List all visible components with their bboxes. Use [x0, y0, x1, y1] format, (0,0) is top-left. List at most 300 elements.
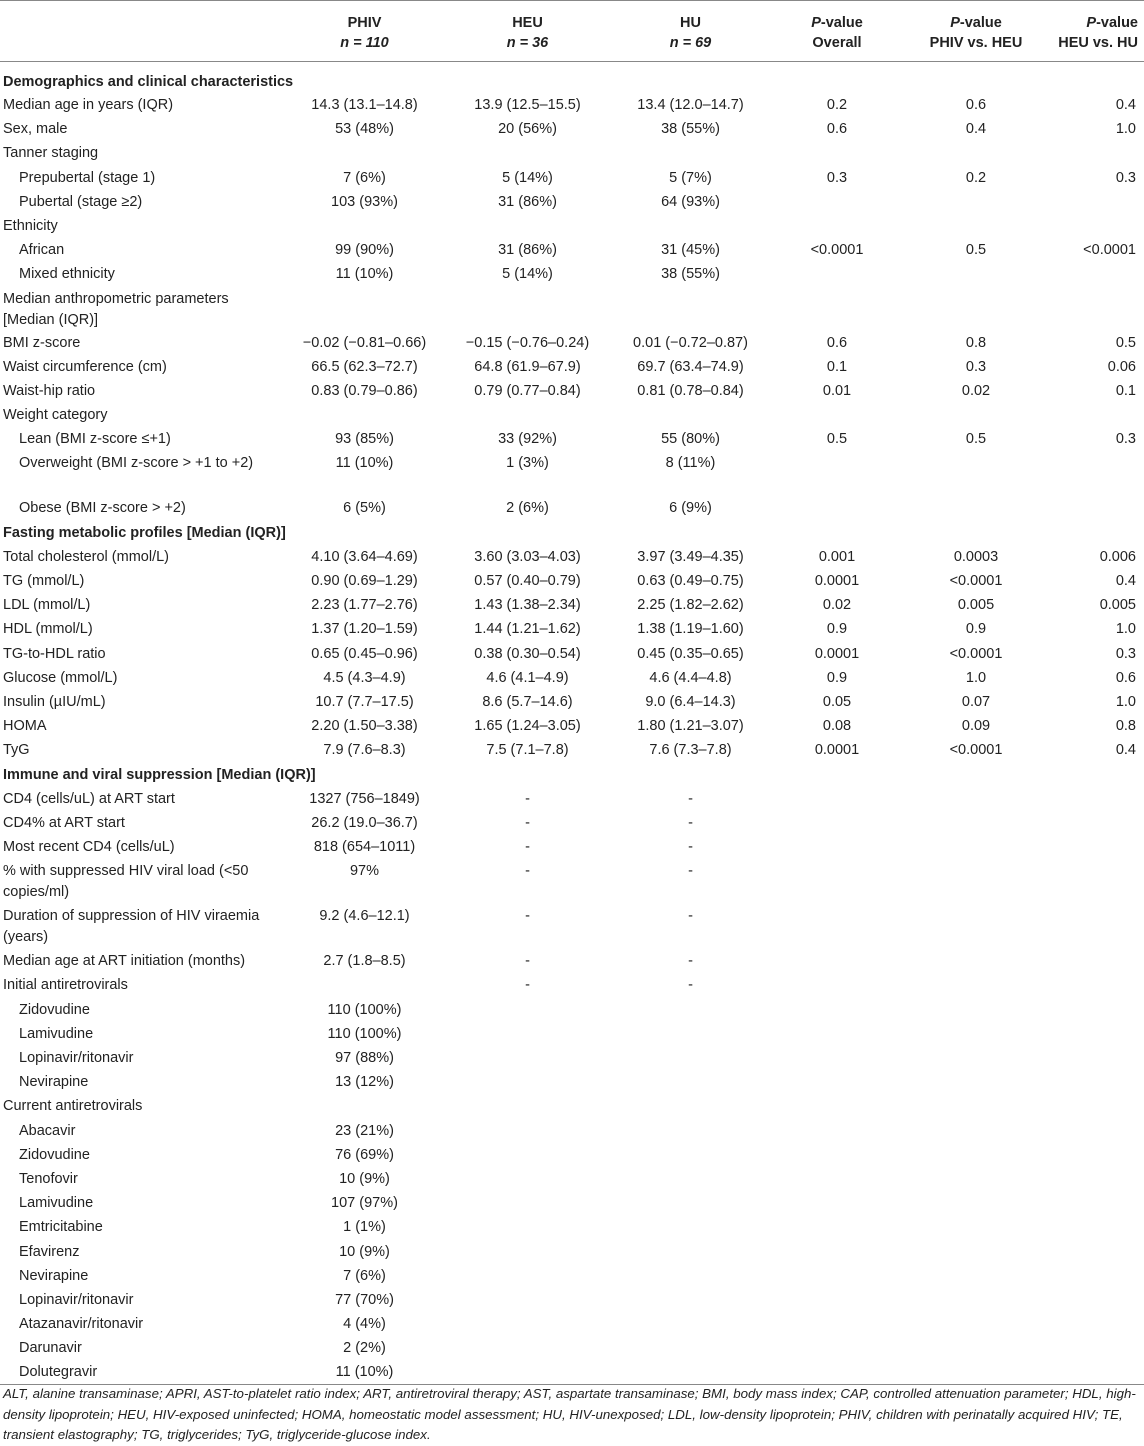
table-row — [0, 331, 1144, 355]
cell-phiv — [283, 973, 446, 997]
row-label: Median age at ART initiation (months) — [3, 953, 246, 970]
cell-hu — [609, 1022, 772, 1046]
cell-p-overall: 0.9 — [826, 669, 848, 686]
cell-p-phiv-vs-heu: 0.09 — [961, 718, 991, 735]
cell-hu: - — [688, 953, 693, 970]
table-row — [0, 190, 1144, 214]
cell-p-overall: 0.1 — [826, 358, 848, 375]
header-line2: HEU vs. HU — [1058, 35, 1138, 51]
cell-heu — [446, 1288, 609, 1312]
cell-p-phiv-vs-heu: 0.0003 — [953, 548, 999, 565]
cell-p-phiv-vs-heu — [902, 1312, 1050, 1336]
cell-p-overall — [772, 1312, 902, 1336]
cell-p-phiv-vs-heu: <0.0001 — [949, 573, 1003, 589]
table-row — [0, 569, 1144, 593]
cell-phiv — [283, 1094, 446, 1118]
cell-p-heu-vs-hu — [1050, 1022, 1144, 1046]
row-label: Ethnicity — [3, 217, 58, 234]
cell-hu: - — [688, 908, 693, 925]
cell-phiv: 110 (100%) — [327, 1025, 402, 1042]
cell-hu: 1.38 (1.19–1.60) — [637, 621, 744, 638]
row-label: LDL (mmol/L) — [3, 597, 91, 614]
cell-p-phiv-vs-heu: 0.9 — [965, 621, 987, 638]
row-label: Duration of suppression of HIV viraemia (years) — [3, 908, 260, 946]
cell-p-heu-vs-hu: 0.4 — [1115, 573, 1136, 589]
cell-heu: 3.60 (3.03–4.03) — [474, 548, 581, 565]
cell-p-overall — [772, 787, 902, 811]
row-label: Mixed ethnicity — [19, 266, 115, 283]
header-line1: -value — [820, 15, 863, 31]
cell-p-phiv-vs-heu — [902, 1264, 1050, 1288]
table-row — [0, 738, 1144, 762]
row-label: Nevirapine — [19, 1074, 89, 1091]
row-label: Obese (BMI z-score > +2) — [19, 500, 186, 517]
cell-phiv — [283, 141, 446, 165]
cell-p-phiv-vs-heu — [902, 998, 1050, 1022]
cell-p-overall — [772, 949, 902, 973]
cell-p-heu-vs-hu — [1050, 496, 1144, 520]
row-label: % with suppressed HIV viral load (<50 copies/ml) — [3, 863, 249, 901]
cell-p-heu-vs-hu — [1050, 1360, 1144, 1384]
row-label: CD4 (cells/uL) at ART start — [3, 790, 175, 807]
row-label: Tanner staging — [3, 145, 99, 162]
cell-p-heu-vs-hu: 1.0 — [1115, 621, 1136, 638]
cell-phiv: 107 (97%) — [331, 1195, 398, 1212]
table-row — [0, 1312, 1144, 1336]
row-label: Abacavir — [19, 1122, 76, 1139]
cell-heu: −0.15 (−0.76–0.24) — [465, 334, 590, 351]
cell-heu: - — [525, 953, 530, 970]
cell-p-overall: 0.02 — [822, 597, 852, 614]
cell-phiv: 77 (70%) — [335, 1291, 394, 1308]
cell-heu: 20 (56%) — [498, 121, 557, 138]
cell-hu: 64 (93%) — [661, 193, 720, 210]
table-row — [0, 403, 1144, 427]
cell-p-phiv-vs-heu — [902, 949, 1050, 973]
cell-p-phiv-vs-heu — [902, 1046, 1050, 1070]
cell-p-heu-vs-hu — [1050, 998, 1144, 1022]
header-line2: n = 69 — [669, 35, 712, 51]
cell-hu — [609, 1240, 772, 1264]
header-p-letter: P — [811, 15, 821, 31]
cell-p-heu-vs-hu — [1050, 949, 1144, 973]
cell-p-phiv-vs-heu — [902, 904, 1050, 949]
cell-p-heu-vs-hu: 0.5 — [1115, 334, 1136, 351]
cell-phiv: 2.20 (1.50–3.38) — [311, 718, 418, 735]
cell-hu — [609, 1336, 772, 1360]
cell-p-phiv-vs-heu: <0.0001 — [949, 645, 1003, 662]
table-row — [0, 451, 1144, 496]
row-label: Median anthropometric parameters [Median (IQR)] — [3, 290, 229, 328]
table-row — [0, 666, 1144, 690]
table-row — [0, 214, 1144, 238]
row-label: BMI z-score — [3, 334, 81, 351]
cell-heu: 33 (92%) — [498, 431, 557, 448]
cell-p-phiv-vs-heu — [902, 262, 1050, 286]
row-label: Initial antiretrovirals — [3, 977, 128, 994]
cell-hu — [609, 998, 772, 1022]
cell-p-overall — [772, 1094, 902, 1118]
table-row — [0, 811, 1144, 835]
cell-hu — [609, 141, 772, 165]
cell-phiv: 7 (6%) — [343, 169, 386, 186]
cell-phiv: 4 (4%) — [343, 1316, 386, 1333]
header-line1: -value — [959, 15, 1002, 31]
cell-p-overall — [772, 1070, 902, 1094]
cell-hu — [609, 214, 772, 238]
cell-p-heu-vs-hu — [1050, 141, 1144, 165]
row-label: Lopinavir/ritonavir — [19, 1050, 134, 1066]
header-phiv — [283, 1, 446, 62]
cell-heu: - — [525, 790, 530, 807]
cell-p-overall: 0.05 — [822, 693, 852, 710]
cell-heu — [446, 1046, 609, 1070]
cell-phiv: 93 (85%) — [335, 431, 394, 448]
cell-phiv: 11 (10%) — [335, 455, 394, 472]
cell-heu — [446, 1119, 609, 1143]
cell-phiv: 0.65 (0.45–0.96) — [311, 645, 418, 662]
row-label: Prepubertal (stage 1) — [19, 169, 156, 186]
table-row — [0, 166, 1144, 190]
header-p-phiv-heu — [902, 1, 1050, 62]
cell-heu: 64.8 (61.9–67.9) — [474, 358, 581, 375]
cell-p-overall — [772, 1191, 902, 1215]
table-row — [0, 714, 1144, 738]
row-label: Tenofovir — [19, 1170, 78, 1187]
cell-p-heu-vs-hu — [1050, 787, 1144, 811]
cell-p-overall: 0.01 — [822, 382, 852, 399]
cell-heu: - — [525, 814, 530, 831]
row-label: TG-to-HDL ratio — [3, 645, 106, 662]
cell-p-phiv-vs-heu: 0.2 — [965, 169, 987, 186]
cell-p-heu-vs-hu: 1.0 — [1115, 121, 1136, 138]
cell-phiv: 10 (9%) — [339, 1170, 390, 1187]
cell-p-heu-vs-hu: 0.06 — [1107, 358, 1136, 375]
cell-p-heu-vs-hu — [1050, 835, 1144, 859]
cell-p-heu-vs-hu — [1050, 403, 1144, 427]
table-row — [0, 287, 1144, 331]
cell-p-phiv-vs-heu: 0.3 — [965, 358, 987, 375]
table-row — [0, 998, 1144, 1022]
cell-hu: 0.45 (0.35–0.65) — [637, 645, 744, 662]
row-label: Glucose (mmol/L) — [3, 669, 118, 686]
cell-hu — [609, 1288, 772, 1312]
table-row — [0, 1215, 1144, 1239]
cell-p-phiv-vs-heu — [902, 1143, 1050, 1167]
table-row — [0, 617, 1144, 641]
row-label: Lopinavir/ritonavir — [19, 1291, 134, 1308]
cell-hu: 0.63 (0.49–0.75) — [637, 573, 744, 589]
cell-p-heu-vs-hu — [1050, 1336, 1144, 1360]
cell-p-heu-vs-hu — [1050, 214, 1144, 238]
header-line1: -value — [1096, 15, 1138, 31]
cell-phiv: 66.5 (62.3–72.7) — [311, 358, 418, 375]
row-label: Current antiretrovirals — [3, 1098, 143, 1115]
cell-p-overall — [772, 1119, 902, 1143]
cell-heu — [446, 998, 609, 1022]
row-label: Lamivudine — [19, 1195, 94, 1212]
cell-p-overall — [772, 859, 902, 904]
cell-p-phiv-vs-heu — [902, 1215, 1050, 1239]
row-label: Efavirenz — [19, 1243, 80, 1260]
cell-heu: 4.6 (4.1–4.9) — [486, 669, 569, 686]
header-p-heu-hu — [1050, 1, 1144, 62]
header-line1: PHIV — [347, 15, 382, 31]
section-header-row — [0, 62, 1144, 94]
cell-phiv: 26.2 (19.0–36.7) — [311, 814, 418, 831]
cell-p-phiv-vs-heu: 0.5 — [965, 431, 987, 448]
cell-heu — [446, 1360, 609, 1384]
cell-heu: 7.5 (7.1–7.8) — [486, 742, 569, 759]
cell-phiv: 2.23 (1.77–2.76) — [311, 597, 418, 614]
cell-hu — [609, 1119, 772, 1143]
cell-p-overall — [772, 451, 902, 496]
cell-p-phiv-vs-heu — [902, 973, 1050, 997]
row-label: Waist circumference (cm) — [3, 358, 167, 375]
cell-hu — [609, 1094, 772, 1118]
row-label: Zidovudine — [19, 1001, 90, 1018]
row-label: Pubertal (stage ≥2) — [19, 193, 143, 210]
cell-heu — [446, 1143, 609, 1167]
cell-hu — [609, 287, 772, 331]
cell-heu — [446, 1215, 609, 1239]
cell-phiv: 7 (6%) — [343, 1267, 386, 1284]
cell-phiv — [283, 403, 446, 427]
cell-p-phiv-vs-heu: 1.0 — [965, 669, 987, 686]
cell-heu: 5 (14%) — [502, 169, 553, 186]
cell-p-heu-vs-hu — [1050, 1240, 1144, 1264]
cell-p-heu-vs-hu — [1050, 1215, 1144, 1239]
cell-heu: 1 (3%) — [506, 455, 549, 472]
cell-p-overall — [772, 496, 902, 520]
cell-p-heu-vs-hu — [1050, 973, 1144, 997]
row-label: Most recent CD4 (cells/uL) — [3, 839, 175, 856]
cell-p-phiv-vs-heu — [902, 1288, 1050, 1312]
row-label: Waist-hip ratio — [3, 382, 96, 399]
table-footnote: ALT, alanine transaminase; APRI, AST-to-platelet ratio index; ART, antiretroviral therapy; AST, aspartate transaminase; BMI, body mass index; CAP, controlled attenuation parameter; HDL, high-density lipoprotein; HEU, HIV-exposed uninfected; HOMA, homeostatic model assessment; HU, HIV-unexposed; LDL, low-density lipoprotein; PHIV, children with perinatally acquired HIV; TE, transient elastography; TG, triglycerides; TyG, triglyceride-glucose index. — [3, 1386, 1136, 1442]
cell-hu: 0.81 (0.78–0.84) — [637, 382, 744, 399]
cell-phiv: 11 (10%) — [283, 1360, 446, 1384]
cell-phiv: 6 (5%) — [343, 500, 386, 517]
cell-hu: 7.6 (7.3–7.8) — [649, 742, 732, 759]
table-row — [0, 949, 1144, 973]
cell-p-overall: 0.2 — [826, 97, 848, 113]
cell-phiv: 1327 (756–1849) — [309, 790, 420, 807]
cell-p-phiv-vs-heu: 0.6 — [965, 97, 987, 113]
cell-hu — [609, 403, 772, 427]
cell-p-overall: 0.001 — [818, 548, 856, 565]
table-row — [0, 1240, 1144, 1264]
cell-hu: 55 (80%) — [661, 431, 720, 448]
header-p-letter: P — [1086, 15, 1097, 31]
cell-phiv: 76 (69%) — [335, 1146, 394, 1163]
cell-phiv: 4.10 (3.64–4.69) — [311, 548, 418, 565]
cell-hu — [609, 1360, 772, 1384]
cell-p-phiv-vs-heu — [902, 214, 1050, 238]
table-row — [0, 1046, 1144, 1070]
cell-p-overall: <0.0001 — [810, 242, 864, 259]
cell-p-phiv-vs-heu: 0.005 — [957, 597, 995, 614]
header-line2: PHIV vs. HEU — [929, 35, 1023, 51]
cell-hu: 31 (45%) — [661, 242, 720, 259]
table-row — [0, 690, 1144, 714]
cell-hu — [609, 1070, 772, 1094]
cell-heu — [446, 1070, 609, 1094]
cell-phiv: −0.02 (−0.81–0.66) — [302, 334, 427, 351]
cell-p-heu-vs-hu: 0.4 — [1115, 97, 1136, 113]
row-label: Lean (BMI z-score ≤+1) — [19, 431, 171, 448]
cell-heu: - — [525, 908, 530, 925]
cell-hu: - — [688, 814, 693, 831]
cell-p-overall — [772, 1360, 902, 1384]
cell-phiv: 2.7 (1.8–8.5) — [323, 953, 406, 970]
cell-heu — [446, 141, 609, 165]
cell-p-phiv-vs-heu — [902, 451, 1050, 496]
cell-p-heu-vs-hu — [1050, 1191, 1144, 1215]
cell-phiv: 1 (1%) — [343, 1219, 386, 1236]
header-p-overall — [772, 1, 902, 62]
cell-p-phiv-vs-heu — [902, 403, 1050, 427]
section-header-row — [0, 521, 1144, 545]
cell-hu: 2.25 (1.82–2.62) — [637, 597, 744, 614]
cell-heu: - — [525, 863, 530, 880]
cell-p-overall — [772, 1288, 902, 1312]
row-label: Atazanavir/ritonavir — [19, 1316, 144, 1333]
cell-phiv: 10 (9%) — [339, 1243, 390, 1260]
table-row — [0, 835, 1144, 859]
row-label: Insulin (µIU/mL) — [3, 693, 106, 710]
cell-p-overall — [772, 190, 902, 214]
cell-phiv — [283, 214, 446, 238]
row-label: Emtricitabine — [19, 1219, 103, 1236]
cell-p-overall — [772, 403, 902, 427]
cell-heu — [446, 1312, 609, 1336]
cell-p-heu-vs-hu: 0.3 — [1115, 645, 1136, 662]
cell-p-phiv-vs-heu — [902, 1240, 1050, 1264]
cell-p-phiv-vs-heu — [902, 190, 1050, 214]
header-line2: n = 36 — [506, 35, 549, 51]
cell-p-phiv-vs-heu — [902, 141, 1050, 165]
table-row — [0, 427, 1144, 451]
cell-hu: - — [688, 790, 693, 807]
cell-p-overall: 0.6 — [826, 121, 848, 138]
cell-p-phiv-vs-heu: <0.0001 — [949, 742, 1003, 759]
cell-hu — [609, 1264, 772, 1288]
table-row — [0, 262, 1144, 286]
cell-p-overall: 0.5 — [826, 431, 848, 448]
cell-p-heu-vs-hu — [1050, 859, 1144, 904]
cell-hu: 69.7 (63.4–74.9) — [637, 358, 744, 375]
section-title: Demographics and clinical characteristics — [3, 74, 294, 90]
table-row — [0, 238, 1144, 262]
cell-heu — [446, 1264, 609, 1288]
cell-p-heu-vs-hu — [1050, 287, 1144, 331]
cell-hu — [609, 1046, 772, 1070]
cell-p-heu-vs-hu — [1050, 904, 1144, 949]
cell-p-overall — [772, 1143, 902, 1167]
row-label: Lamivudine — [19, 1025, 94, 1042]
table-row — [0, 1336, 1144, 1360]
row-label: Total cholesterol (mmol/L) — [3, 548, 169, 565]
cell-p-heu-vs-hu — [1050, 1046, 1144, 1070]
cell-phiv: 4.5 (4.3–4.9) — [323, 669, 406, 686]
table-body — [0, 62, 1144, 1385]
cell-p-heu-vs-hu — [1050, 262, 1144, 286]
cell-p-overall: 0.9 — [826, 621, 848, 638]
cell-hu: 38 (55%) — [661, 121, 720, 138]
cell-hu: 13.4 (12.0–14.7) — [637, 97, 744, 113]
cell-hu — [609, 1191, 772, 1215]
cell-p-phiv-vs-heu — [902, 1022, 1050, 1046]
cell-phiv: 1.37 (1.20–1.59) — [311, 621, 418, 638]
header-label-cell — [0, 1, 283, 62]
cell-hu: 1.80 (1.21–3.07) — [637, 718, 744, 735]
header-hu — [609, 1, 772, 62]
cell-hu — [609, 1143, 772, 1167]
cell-p-heu-vs-hu — [1050, 1119, 1144, 1143]
cell-heu: 31 (86%) — [498, 193, 557, 210]
table-row — [0, 117, 1144, 141]
cell-phiv: 23 (21%) — [335, 1122, 394, 1139]
cell-p-overall — [772, 998, 902, 1022]
row-label: HDL (mmol/L) — [3, 621, 93, 638]
table-row — [0, 593, 1144, 617]
cell-p-overall — [772, 835, 902, 859]
table-row — [0, 1094, 1144, 1118]
cell-p-phiv-vs-heu: 0.02 — [961, 382, 991, 399]
cell-p-heu-vs-hu: 0.1 — [1115, 382, 1136, 399]
header-line2: Overall — [812, 35, 862, 51]
cell-heu: 1.65 (1.24–3.05) — [474, 718, 581, 735]
row-label: Zidovudine — [19, 1146, 90, 1163]
cell-p-heu-vs-hu: 0.4 — [1115, 742, 1136, 759]
cell-heu — [446, 403, 609, 427]
section-title: Fasting metabolic profiles [Median (IQR)] — [3, 524, 286, 541]
table-row — [0, 1264, 1144, 1288]
cell-heu: 0.57 (0.40–0.79) — [474, 573, 581, 589]
cell-p-heu-vs-hu — [1050, 1167, 1144, 1191]
cell-p-heu-vs-hu — [1050, 1264, 1144, 1288]
section-header-row — [0, 763, 1144, 787]
cell-hu: 9.0 (6.4–14.3) — [645, 693, 736, 710]
cell-phiv: 110 (100%) — [327, 1001, 402, 1018]
cell-p-overall — [772, 1240, 902, 1264]
table-row — [0, 93, 1144, 117]
cell-p-overall — [772, 1215, 902, 1239]
table-row — [0, 1191, 1144, 1215]
cell-p-overall — [772, 811, 902, 835]
cell-hu: 3.97 (3.49–4.35) — [637, 548, 744, 565]
cell-p-overall: 0.0001 — [814, 742, 860, 759]
section-title: Immune and viral suppression [Median (IQR)] — [3, 766, 316, 783]
cell-p-phiv-vs-heu — [902, 859, 1050, 904]
cell-hu — [609, 1167, 772, 1191]
cell-heu — [446, 1022, 609, 1046]
cell-p-heu-vs-hu: 0.8 — [1115, 718, 1136, 735]
cell-p-heu-vs-hu — [1050, 451, 1144, 496]
header-heu — [446, 1, 609, 62]
cell-hu: - — [688, 977, 693, 994]
cell-heu — [446, 1336, 609, 1360]
cell-p-heu-vs-hu — [1050, 1312, 1144, 1336]
cell-hu: 0.01 (−0.72–0.87) — [633, 334, 748, 351]
cell-hu: 4.6 (4.4–4.8) — [649, 669, 732, 686]
cell-p-overall: 0.0001 — [814, 573, 860, 589]
table-row — [0, 355, 1144, 379]
row-label: TyG — [3, 742, 30, 759]
cell-p-heu-vs-hu — [1050, 811, 1144, 835]
cell-p-phiv-vs-heu — [902, 1336, 1050, 1360]
